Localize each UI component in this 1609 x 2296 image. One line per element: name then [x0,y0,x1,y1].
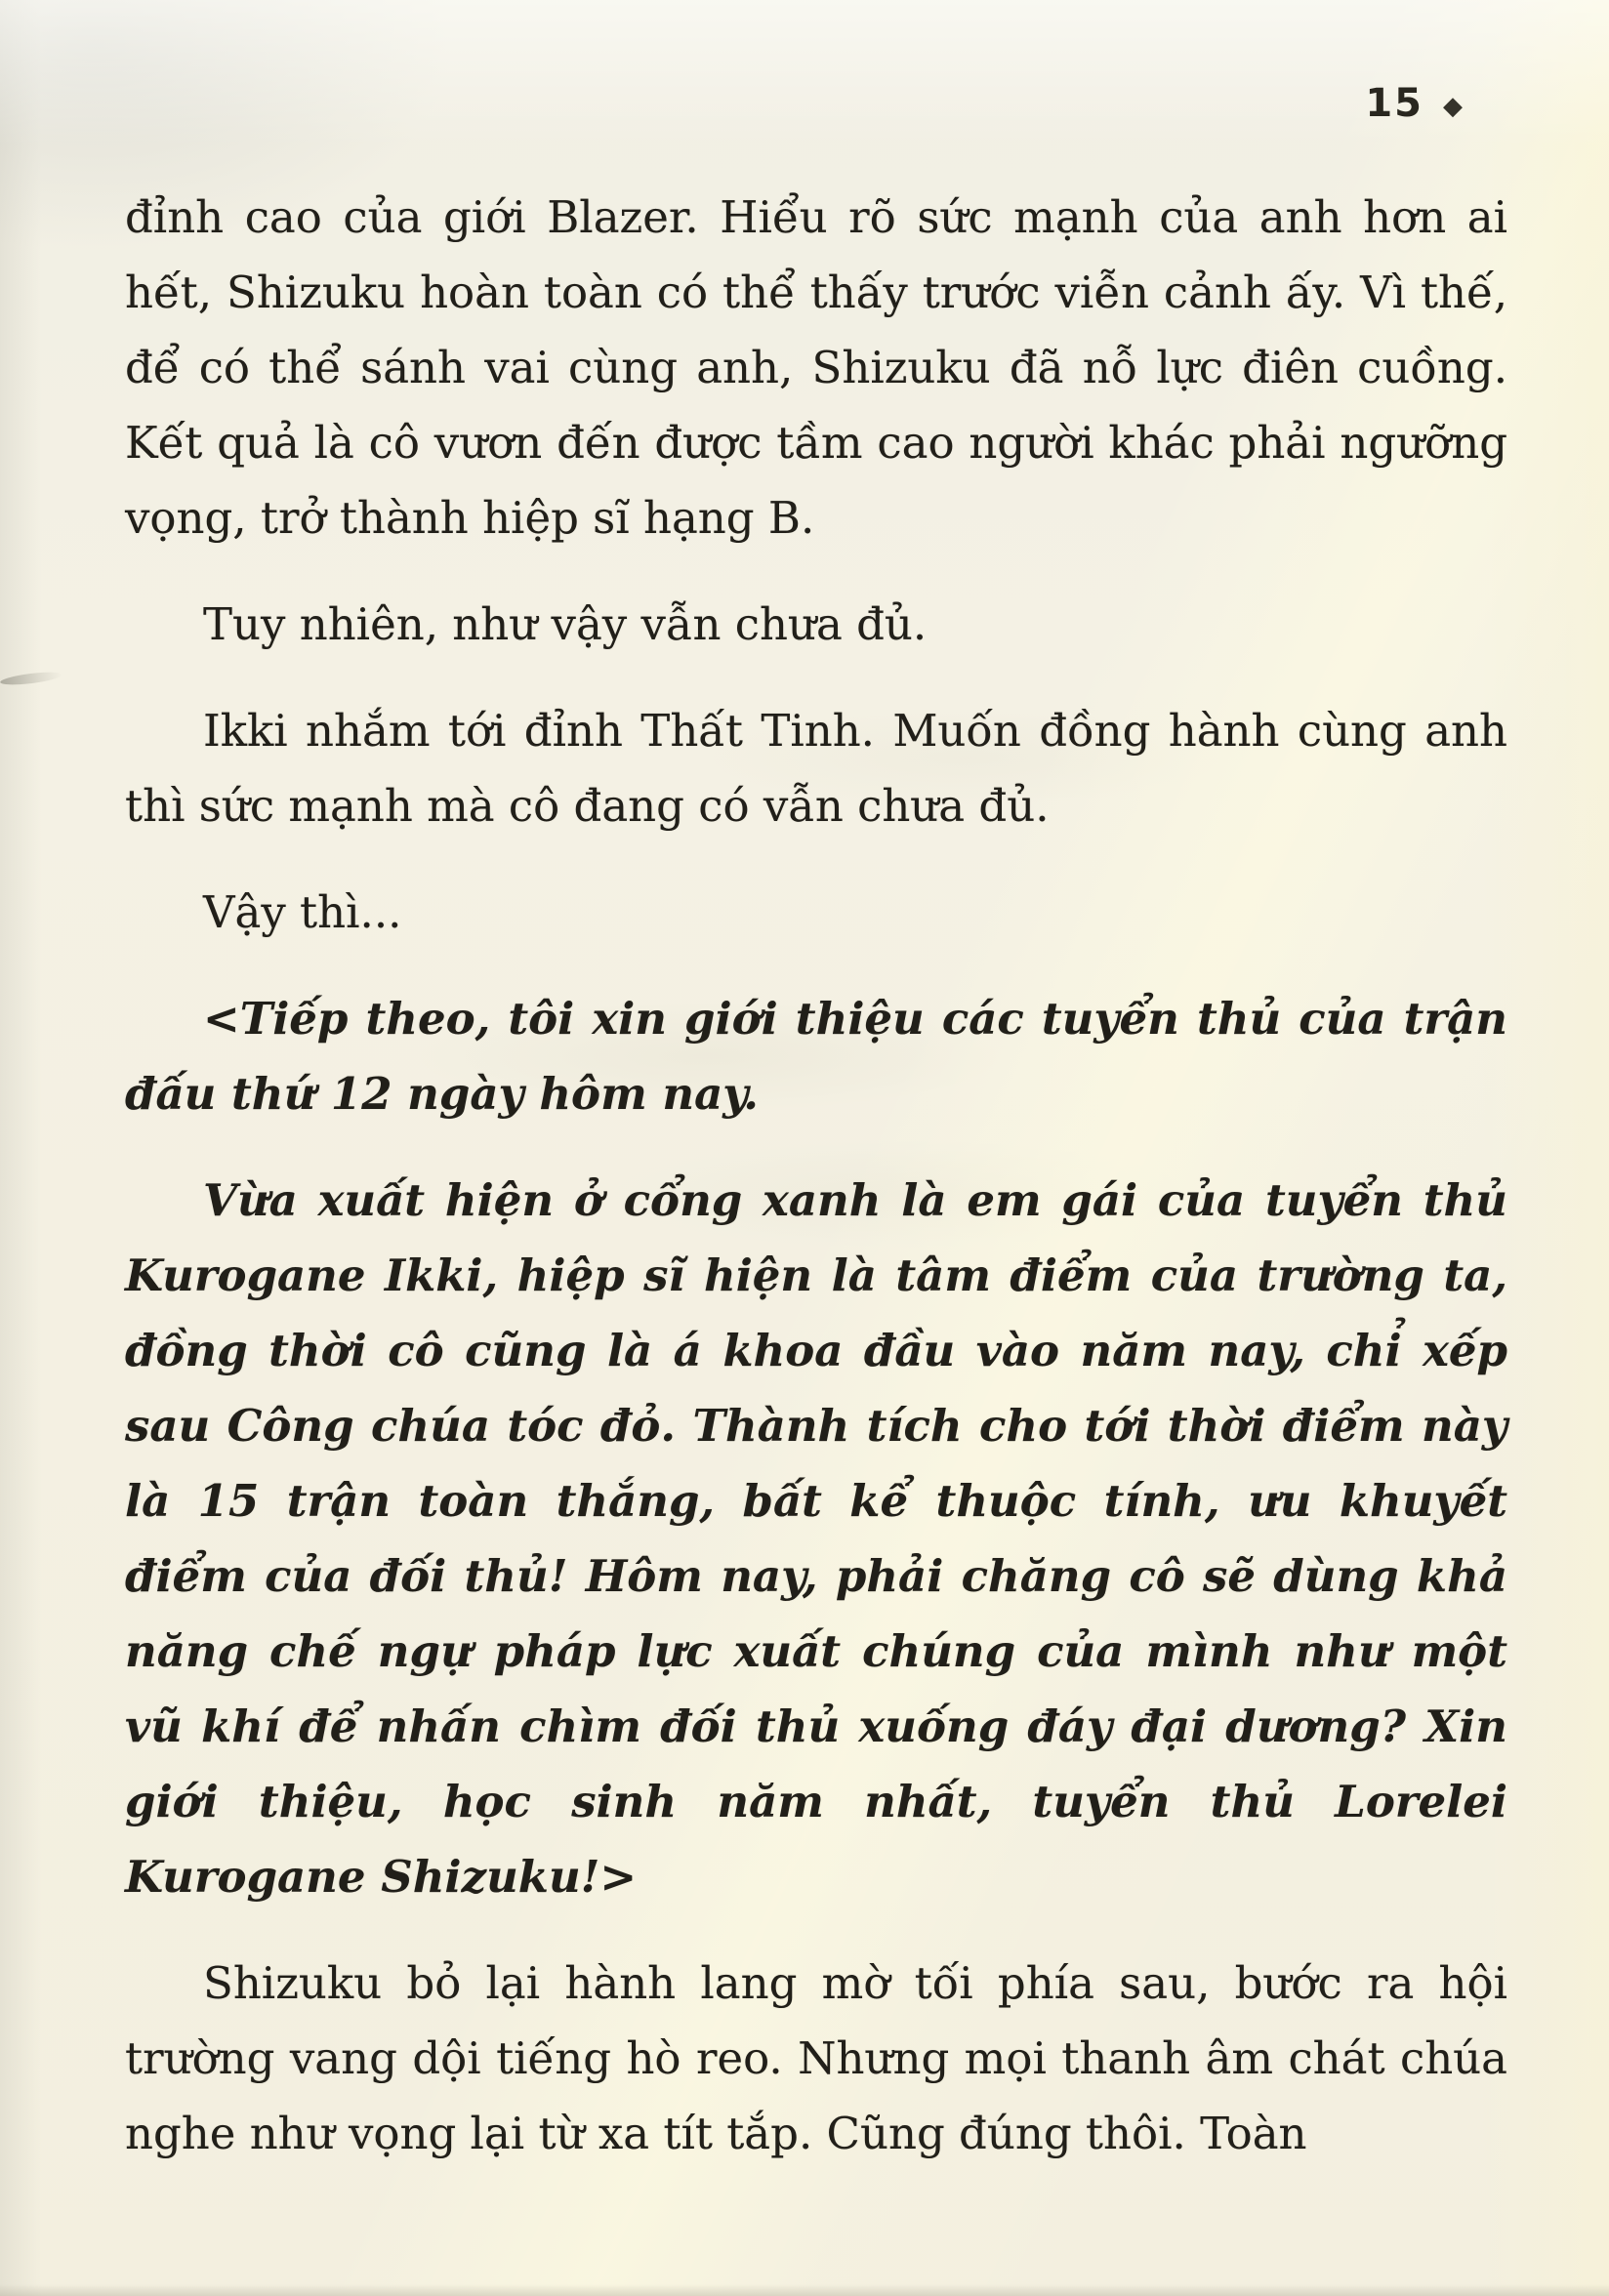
paragraph-4: Vậy thì... [203,886,402,938]
paragraph-announcer-1: <Tiếp theo, tôi xin giới thiệu các tuyển thủ của trận đấu thứ 12 ngày hôm nay. [125,993,1507,1120]
paragraph-continuation: đỉnh cao của giới Blazer. Hiểu rõ sức mạnh của anh hơn ai hết, Shizuku hoàn toàn có thể thấy trước viễn cảnh ấy. Vì thế, để có thể sánh vai cùng anh, Shizuku đã nỗ lực điên cuồng. Kết quả là cô vươn đến được tầm cao người khác phải ngưỡng vọng, trở thành hiệp sĩ hạng B. [125,191,1507,544]
paragraph-2: Tuy nhiên, như vậy vẫn chưa đủ. [203,598,928,650]
diamond-icon: ◆ [1443,92,1463,121]
page-text-block [125,180,1507,2171]
page-header [1365,81,1463,126]
scan-scratch-mark [0,670,62,687]
paragraph-announcer-2: Vừa xuất hiện ở cổng xanh là em gái của tuyển thủ Kurogane Ikki, hiệp sĩ hiện là tâm điểm của trường ta, đồng thời cô cũng là á khoa đầu vào năm nay, chỉ xếp sau Công chúa tóc đỏ. Thành tích cho tới thời điểm này là 15 trận toàn thắng, bất kể thuộc tính, ưu khuyết điểm của đối thủ! Hôm nay, phải chăng cô sẽ dùng khả năng chế ngự pháp lực xuất chúng của mình như một vũ khí để nhấn chìm đối thủ xuống đáy đại dương? Xin giới thiệu, học sinh năm nhất, tuyển thủ Lorelei Kurogane Shizuku!> [125,1174,1507,1903]
page-number: 15 [1365,81,1423,126]
paragraph-3: Ikki nhắm tới đỉnh Thất Tinh. Muốn đồng hành cùng anh thì sức mạnh mà cô đang có vẫn chưa đủ. [125,705,1507,832]
paragraph-closing: Shizuku bỏ lại hành lang mờ tối phía sau, bước ra hội trường vang dội tiếng hò reo. Nhưng mọi thanh âm chát chúa nghe như vọng lại từ xa tít tắp. Cũng đúng thôi. Toàn [125,1957,1507,2159]
